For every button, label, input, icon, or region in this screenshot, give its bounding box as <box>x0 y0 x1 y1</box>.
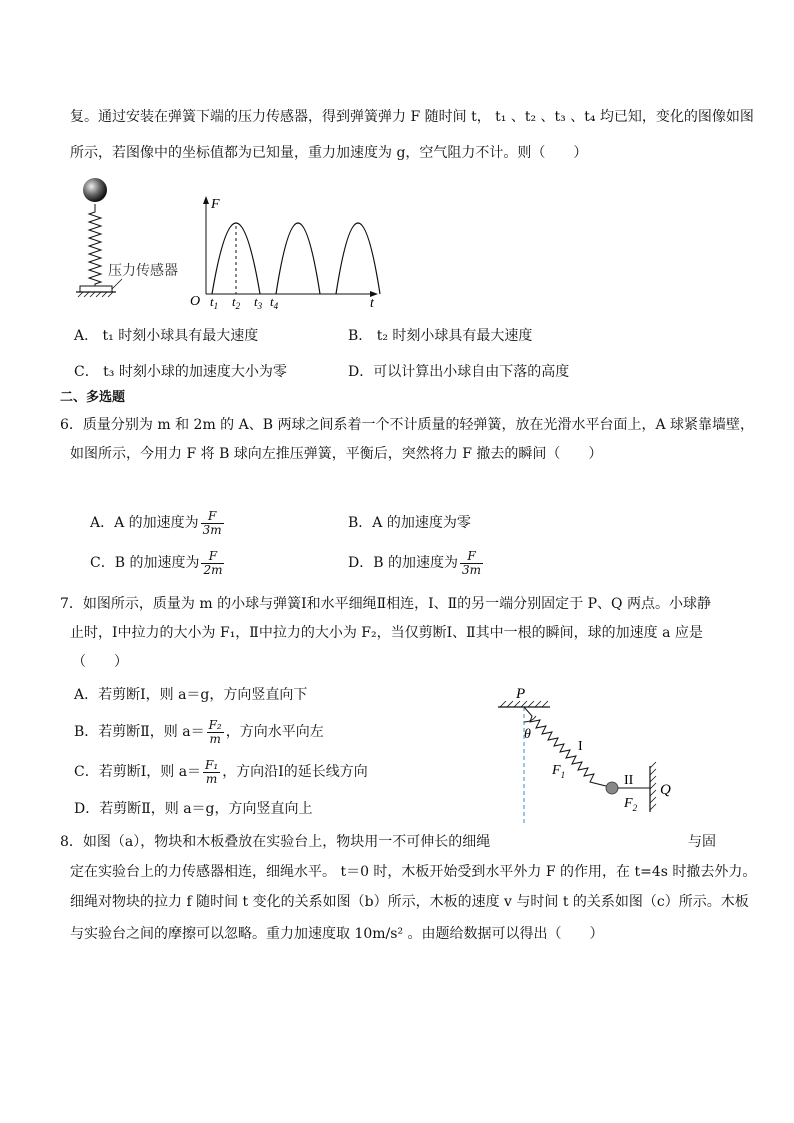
q8-text-line1b: 与固 <box>688 834 716 850</box>
q6-option-a[interactable]: A．A 的加速度为 $\frac{F}{3m}$ <box>90 508 222 537</box>
q5-text-line1: 复。通过安装在弹簧下端的压力传感器，得到弹簧弹力 F 随时间 t， t₁ 、t₂ 、t₃ 、t₄ 均已知，变化的图像如图 <box>70 109 754 125</box>
section-title-multiple-choice: 二、多选题 <box>60 390 126 405</box>
label-Q: Q <box>660 782 671 798</box>
q5-spring-figure <box>70 172 200 312</box>
tick-t1: $t_1$ <box>210 294 219 310</box>
q7-option-b[interactable]: B．若剪断Ⅱ，则 a＝ $\frac{\text{F₂}}{m}$ ，方向水平向左 <box>74 717 324 746</box>
q5-force-time-graph <box>186 192 386 310</box>
spring-icon <box>89 204 101 286</box>
q5-option-b[interactable]: B． t₂ 时刻小球具有最大速度 <box>348 328 533 344</box>
q7-option-a[interactable]: A．若剪断Ⅰ，则 a＝g，方向竖直向下 <box>74 687 308 703</box>
q7-option-c[interactable]: C．若剪断Ⅰ，则 a＝ $\frac{\text{F₁}}{m}$ ，方向沿Ⅰ的延长线方向 <box>74 757 368 786</box>
q7-text-line3: （ ） <box>72 654 128 670</box>
q6-text-line1: 6．质量分别为 m 和 2m 的 A、B 两球之间系着一个不计质量的轻弹簧，放在光滑水平台面上，A 球紧靠墙壁， <box>60 417 755 433</box>
pressure-sensor-icon <box>80 286 112 292</box>
label-P: P <box>516 686 526 702</box>
tick-t2: $t_2$ <box>232 294 241 310</box>
q7-option-d[interactable]: D．若剪断Ⅱ，则 a＝g，方向竖直向上 <box>74 801 313 817</box>
q8-text-line1a: 8．如图（a），物块和木板叠放在实验台上，物块用一不可伸长的细绳 <box>60 834 491 850</box>
q7-spring-rope-figure <box>486 682 696 832</box>
q5-option-d[interactable]: D．可以计算出小球自由下落的高度 <box>348 364 570 380</box>
q5-option-a[interactable]: A． t₁ 时刻小球具有最大速度 <box>74 328 259 344</box>
label-F2: $F_2$ <box>624 796 638 813</box>
q7-text-line2: 止时，Ⅰ中拉力的大小为 F₁，Ⅱ中拉力的大小为 F₂，当仅剪断Ⅰ、Ⅱ其中一根的瞬间，球的加速度 a 应是 <box>70 625 703 641</box>
ball-icon <box>606 782 618 794</box>
tick-t3: $t_3$ <box>254 294 263 310</box>
tick-t4: $t_4$ <box>270 294 279 310</box>
axis-label-F: F <box>211 197 220 212</box>
q6-option-b[interactable]: B．A 的加速度为零 <box>348 515 471 531</box>
axis-label-t: t <box>370 296 374 310</box>
q8-text-line2: 定在实验台上的力传感器相连，细绳水平。 t＝0 时，木板开始受到水平外力 F 的作用，在 t=4s 时撤去外力。 <box>70 864 757 880</box>
ball-icon <box>83 178 107 202</box>
label-I: I <box>578 739 583 754</box>
q6-option-d[interactable]: D．B 的加速度为 $\frac{F}{3m}$ <box>348 548 481 577</box>
label-II: II <box>624 773 634 788</box>
label-F1: $F_1$ <box>552 763 566 780</box>
q5-option-c[interactable]: C． t₃ 时刻小球的加速度大小为零 <box>74 364 287 380</box>
q5-text-line2: 所示，若图像中的坐标值都为已知量，重力加速度为 g，空气阻力不计。则（ ） <box>70 145 588 161</box>
sensor-label: 压力传感器 <box>108 263 178 279</box>
q8-text-line3: 细绳对物块的拉力 f 随时间 t 变化的关系如图（b）所示，木板的速度 v 与时间 t 的关系如图（c）所示。木板 <box>70 894 749 910</box>
q7-text-line1: 7．如图所示，质量为 m 的小球与弹簧Ⅰ和水平细绳Ⅱ相连，Ⅰ、Ⅱ的另一端分别固定于 P、Q 两点。小球静 <box>60 596 711 612</box>
force-curve <box>212 223 380 294</box>
origin-label: O <box>190 294 201 309</box>
q8-text-line4: 与实验台之间的摩擦可以忽略。重力加速度取 10m/s² 。由题给数据可以得出（ ） <box>70 926 604 942</box>
q6-text-line2: 如图所示，今用力 F 将 B 球向左推压弹簧，平衡后，突然将力 F 撤去的瞬间（ ） <box>70 446 603 462</box>
label-theta: θ <box>524 727 531 742</box>
q6-option-c[interactable]: C．B 的加速度为 $\frac{F}{2m}$ <box>90 548 223 577</box>
